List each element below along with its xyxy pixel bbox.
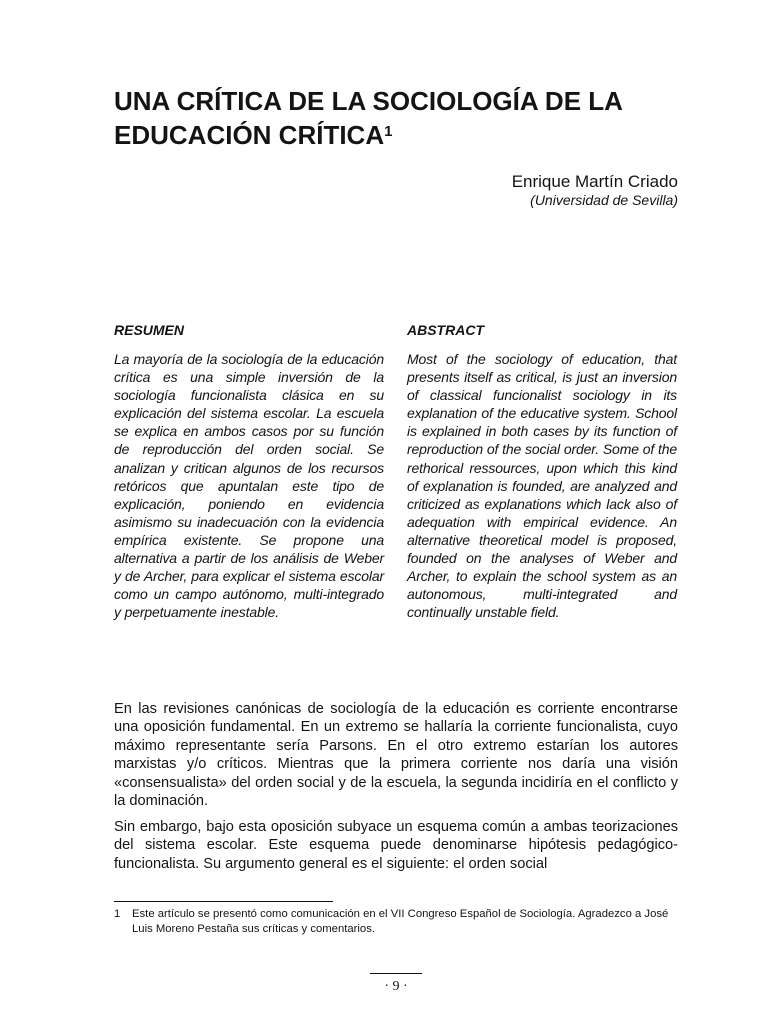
abstract-text: Most of the sociology of education, that presents itself as critical, is just an inversion of classical funcionalist sociology in its explanation of the educative system. School is explained in both cases by its function of reproduction of the social order. Some of the rethorical ressources, upon which this kind of explanation is founded, are analyzed and criticized as explanations which lack also of adequation with empirical evidence. An alternative theoretical model is proposed, founded on the analyses of Weber and Archer, to explain the school system as an autonomous, multi-integrated and continually unstable field. [407,351,677,621]
author-affiliation: (Universidad de Sevilla) [530,192,678,208]
resumen-heading: RESUMEN [114,322,185,338]
abstract-heading: ABSTRACT [407,322,484,338]
footnote-reference[interactable]: 1 [384,123,393,140]
page-number: · 9 · [384,979,408,994]
footnote-number: 1 [114,908,121,920]
body-paragraph: En las revisiones canónicas de sociología de la educación es corriente encontrarse una oposición fundamental. En un extremo se hallaría la corriente funcionalista, cuyo máximo representante sería Parsons. En el otro extremo estarían los autores marxistas y/o críticos. Mientras que la primera corriente nos daría una visión «consensualista» del orden social y de la escuela, la segunda incidiría en el conflicto y la dominación. [114,701,678,810]
article-title [114,84,714,152]
body-paragraph: Sin embargo, bajo esta oposición subyace un esquema común a ambas teorizaciones del sistema escolar. Este esquema puede denominarse hipótesis pedagógico-funcionalista. Su argumento general es el siguiente: el orden social [114,819,678,872]
footnote-divider [114,901,333,902]
footnote-text: Este artículo se presentó como comunicación en el VII Congreso Español de Sociología. Agradezco a José Luis Moreno Pestaña sus críticas y comentarios. [132,908,669,935]
author-name: Enrique Martín Criado [511,172,678,191]
resumen-text: La mayoría de la sociología de la educación crítica es una simple inversión de la sociología funcionalista clásica en su explicación del sistema escolar. La escuela se explica en ambos casos por su función de reproducción del orden social. Se analizan y critican algunos de los recursos retóricos que apuntalan este tipo de explicación, poniendo en evidencia asimismo su inadecuación con la evidencia empírica existente. Se propone una alternativa a partir de los análisis de Weber y de Archer, para explicar el sistema escolar como un campo autónomo, multi-integrado y perpetuamente inestable. [114,351,384,621]
footnote [114,907,680,937]
article-title-text: UNA CRÍTICA DE LA SOCIOLOGÍA DE LA EDUCACIÓN CRÍTICA [114,86,622,150]
page-number-rule [370,973,422,974]
